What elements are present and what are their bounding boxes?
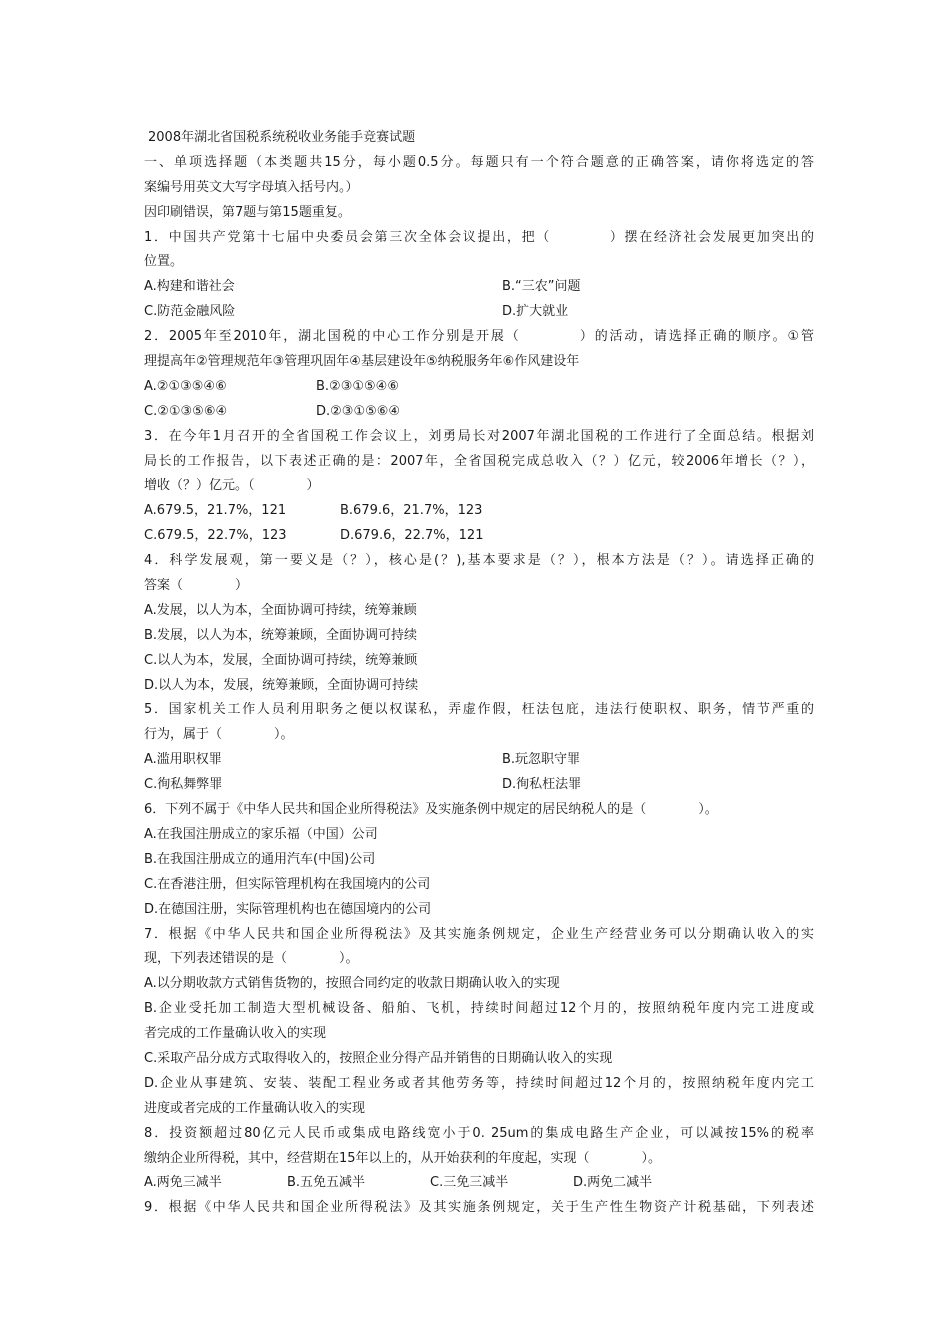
question-1-cont: 位置。 <box>144 254 184 270</box>
option-d: D.在德国注册，实际管理机构也在德国境内的公司 <box>144 901 432 917</box>
option-d: D.以人为本，发展，统筹兼顾，全面协调可持续 <box>144 677 419 693</box>
question-6: 6．下列不属于《中华人民共和国企业所得税法》及实施条例中规定的居民纳税人的是（ ）。 <box>144 802 718 818</box>
question-7-cont: 现，下列表述错误的是（ ）。 <box>144 951 359 967</box>
option-a: A.②①③⑤④⑥ <box>144 378 227 394</box>
question-5-cont: 行为，属于（ ）。 <box>144 727 294 743</box>
document-page <box>144 126 814 1221</box>
option-d: D.②③①⑤⑥④ <box>316 403 401 419</box>
option-a: A.构建和谐社会 <box>144 279 235 295</box>
option-a: A.滥用职权罪 <box>144 752 222 768</box>
question-9: 9．根据《中华人民共和国企业所得税法》及其实施条例规定，关于生产性生物资产计税基础，下列表述 <box>144 1200 814 1216</box>
option-b-cont: 者完成的工作量确认收入的实现 <box>144 1026 327 1042</box>
option-d: D.扩大就业 <box>502 304 569 320</box>
option-a: A.发展，以人为本，全面协调可持续，统筹兼顾 <box>144 602 417 618</box>
question-1-options-ab <box>144 275 814 300</box>
question-5: 5．国家机关工作人员利用职务之便以权谋私，弄虚作假，枉法包庇，违法行使职权、职务，情节严重的 <box>144 702 814 718</box>
option-d: D.徇私枉法罪 <box>502 777 582 793</box>
question-2: 2．2005年至2010年，湖北国税的中心工作分别是开展（ ）的活动，请选择正确的顺序。①管 <box>144 329 814 345</box>
question-3-options-cd <box>144 524 814 549</box>
option-c: C.以人为本，发展，全面协调可持续，统筹兼顾 <box>144 652 418 668</box>
question-5-options-cd <box>144 773 814 798</box>
option-b: B.发展，以人为本，统筹兼顾，全面协调可持续 <box>144 627 418 643</box>
question-3: 3．在今年1月召开的全省国税工作会议上，刘勇局长对2007年湖北国税的工作进行了全面总结。根据刘 <box>144 428 814 444</box>
option-b: B.企业受托加工制造大型机械设备、船舶、飞机，持续时间超过12个月的，按照纳税年度内完工进度或 <box>144 1001 814 1017</box>
option-b: B.679.6，21.7%，123 <box>340 503 483 519</box>
option-c: C.防范金融风险 <box>144 304 236 320</box>
question-2-options-cd <box>144 400 814 425</box>
option-a: A.在我国注册成立的家乐福（中国）公司 <box>144 826 378 842</box>
option-b: B.②③①⑤④⑥ <box>316 378 399 394</box>
question-1: 1．中国共产党第十七届中央委员会第三次全体会议提出，把（ ）摆在经济社会发展更加突出的 <box>144 229 814 245</box>
option-d-cont: 进度或者完成的工作量确认收入的实现 <box>144 1100 366 1116</box>
section-heading: 一、单项选择题（本类题共15分，每小题0.5分。每题只有一个符合题意的正确答案，请你将选定的答 <box>144 154 814 170</box>
option-d: D.两免二减半 <box>573 1175 653 1191</box>
question-3-cont-2: 增收（？）亿元。（ ） <box>144 478 320 494</box>
question-8-options <box>144 1171 814 1196</box>
section-heading-cont: 案编号用英文大写字母填入括号内。） <box>144 179 359 195</box>
question-1-options-cd <box>144 300 814 325</box>
option-a: A.两免三减半 <box>144 1175 222 1191</box>
question-4-cont: 答案（ ） <box>144 578 249 594</box>
option-c: C.在香港注册，但实际管理机构在我国境内的公司 <box>144 876 431 892</box>
question-3-cont: 局长的工作报告，以下表述正确的是：2007年，全省国税完成总收入（？）亿元，较2006年增长（？）， <box>144 453 814 469</box>
question-8-cont: 缴纳企业所得税，其中，经营期在15年以上的，从开始获利的年度起，实现（ ）。 <box>144 1150 662 1166</box>
option-b: B.玩忽职守罪 <box>502 752 581 768</box>
option-a: A.以分期收款方式销售货物的，按照合同约定的收款日期确认收入的实现 <box>144 976 560 992</box>
option-b: B.在我国注册成立的通用汽车(中国)公司 <box>144 851 376 867</box>
question-7: 7．根据《中华人民共和国企业所得税法》及其实施条例规定，企业生产经营业务可以分期确认收入的实 <box>144 926 814 942</box>
errata-note: 因印刷错误，第7题与第15题重复。 <box>144 204 351 220</box>
question-8: 8．投资额超过80亿元人民币或集成电路线宽小于0. 25um的集成电路生产企业，可以减按15%的税率 <box>144 1125 814 1141</box>
question-4: 4．科学发展观，第一要义是（？），核心是(？),基本要求是（？），根本方法是（？）。请选择正确的 <box>144 553 814 569</box>
option-b: B.“三农”问题 <box>502 279 581 295</box>
option-c: C.徇私舞弊罪 <box>144 777 223 793</box>
option-b: B.五免五减半 <box>287 1175 366 1191</box>
option-d: D.企业从事建筑、安装、装配工程业务或者其他劳务等，持续时间超过12个月的，按照纳税年度内完工 <box>144 1075 814 1091</box>
question-2-cont: 理提高年②管理规范年③管理巩固年④基层建设年⑤纳税服务年⑥作风建设年 <box>144 354 580 370</box>
document-title: 2008年湖北省国税系统税收业务能手竞赛试题 <box>148 130 416 145</box>
option-c: C.三免三减半 <box>430 1175 509 1191</box>
question-5-options-ab <box>144 748 814 773</box>
option-c: C.679.5，22.7%，123 <box>144 528 287 544</box>
question-2-options-ab <box>144 375 814 400</box>
option-c: C.采取产品分成方式取得收入的，按照企业分得产品并销售的日期确认收入的实现 <box>144 1050 613 1066</box>
question-3-options-ab <box>144 499 814 524</box>
option-a: A.679.5，21.7%，121 <box>144 503 287 519</box>
option-d: D.679.6，22.7%，121 <box>340 528 484 544</box>
option-c: C.②①③⑤⑥④ <box>144 403 228 419</box>
